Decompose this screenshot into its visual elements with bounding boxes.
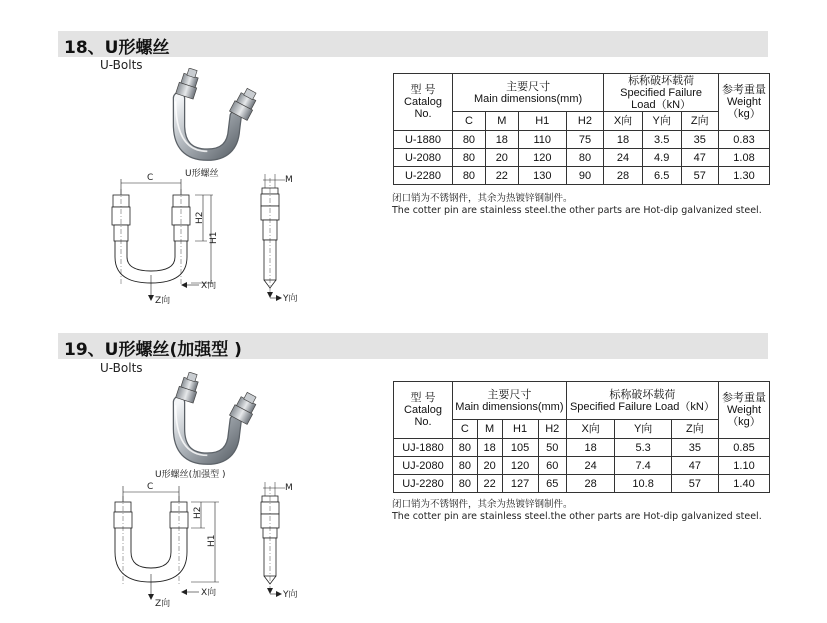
table-cell: 0.85 bbox=[719, 439, 770, 457]
table-cell: 1.10 bbox=[719, 457, 770, 475]
header-line: 标称破坏载荷 bbox=[609, 388, 676, 401]
material-note bbox=[392, 499, 762, 523]
table-cell: 80 bbox=[453, 475, 478, 493]
table-cell: 22 bbox=[485, 167, 518, 185]
table-cell: 110 bbox=[518, 131, 566, 149]
header-line: 参考重量 bbox=[722, 392, 766, 404]
table-row bbox=[394, 149, 770, 167]
col-h1: H1 bbox=[502, 420, 538, 439]
table-cell: 127 bbox=[502, 475, 538, 493]
col-y: Y向 bbox=[615, 420, 671, 439]
table-cell: 7.4 bbox=[615, 457, 671, 475]
header-line: 参考重量 bbox=[722, 84, 766, 96]
table-cell: 18 bbox=[566, 439, 615, 457]
drawing-caption: U形螺丝 bbox=[185, 169, 219, 179]
catalog-header bbox=[394, 382, 453, 439]
table-row bbox=[394, 439, 770, 457]
z-direction-label: Z向 bbox=[155, 599, 171, 609]
table-cell: U-1880 bbox=[394, 131, 453, 149]
table-cell: 57 bbox=[681, 167, 719, 185]
table-cell: 20 bbox=[485, 149, 518, 167]
dim-h2-label: H2 bbox=[195, 211, 205, 224]
col-m: M bbox=[485, 112, 518, 131]
table-cell: 75 bbox=[566, 131, 603, 149]
header-line: 标称破坏载荷 bbox=[628, 74, 695, 87]
note-cn: 闭口销为不锈钢件，其余为热镀锌钢制件。 bbox=[392, 499, 573, 510]
col-y: Y向 bbox=[642, 112, 681, 131]
spec-table bbox=[393, 73, 770, 185]
material-note bbox=[392, 193, 762, 217]
table-row bbox=[394, 131, 770, 149]
table-cell: 28 bbox=[566, 475, 615, 493]
table-cell: 10.8 bbox=[615, 475, 671, 493]
table-cell: 50 bbox=[538, 439, 566, 457]
header-line: No. bbox=[414, 416, 432, 428]
col-z: Z向 bbox=[681, 112, 719, 131]
table-cell: 80 bbox=[453, 131, 486, 149]
table-cell: UJ-1880 bbox=[394, 439, 453, 457]
header-line: 主要尺寸 bbox=[506, 80, 551, 93]
spec-table bbox=[393, 381, 770, 493]
table-cell: 0.83 bbox=[719, 131, 770, 149]
table-cell: UJ-2080 bbox=[394, 457, 453, 475]
table-cell: 1.30 bbox=[719, 167, 770, 185]
table-cell: 6.5 bbox=[642, 167, 681, 185]
col-x: X向 bbox=[566, 420, 615, 439]
section-title: 19、U形螺丝(加强型 ) bbox=[64, 340, 242, 360]
dim-h2-label: H2 bbox=[193, 506, 203, 519]
table-cell: 1.40 bbox=[719, 475, 770, 493]
col-z: Z向 bbox=[671, 420, 718, 439]
u-bolt-side-drawing bbox=[245, 170, 320, 310]
table-cell: 5.3 bbox=[615, 439, 671, 457]
header-line: Weight bbox=[726, 404, 762, 416]
col-h2: H2 bbox=[566, 112, 603, 131]
table-cell: 22 bbox=[477, 475, 502, 493]
dimensions-header bbox=[453, 382, 567, 420]
table-cell: U-2280 bbox=[394, 167, 453, 185]
dim-h1-label: H1 bbox=[209, 231, 219, 244]
table-cell: 18 bbox=[477, 439, 502, 457]
u-bolt-reinforced-photo bbox=[150, 372, 278, 472]
failure-load-header bbox=[566, 382, 718, 420]
dim-m-label: M bbox=[285, 483, 293, 493]
table-cell: 18 bbox=[485, 131, 518, 149]
u-bolt-front-drawing bbox=[95, 165, 225, 310]
col-c: C bbox=[453, 420, 478, 439]
table-cell: 18 bbox=[604, 131, 643, 149]
header-line: Main dimensions(mm) bbox=[473, 92, 583, 105]
table-cell: 80 bbox=[453, 457, 478, 475]
x-direction-label: X向 bbox=[201, 588, 217, 598]
col-h2: H2 bbox=[538, 420, 566, 439]
table-cell: 3.5 bbox=[642, 131, 681, 149]
header-line: 型 号 bbox=[410, 84, 436, 96]
header-line: No. bbox=[414, 108, 432, 120]
header-line: Catalog bbox=[404, 96, 442, 108]
y-direction-label: Y向 bbox=[283, 294, 298, 304]
header-line: Specified Failure bbox=[620, 86, 703, 99]
table-cell: 28 bbox=[604, 167, 643, 185]
header-line: （kg） bbox=[727, 108, 761, 120]
dim-c-label: C bbox=[147, 482, 154, 492]
table-cell: 24 bbox=[604, 149, 643, 167]
header-line: （kg） bbox=[727, 416, 761, 428]
table-cell: 80 bbox=[453, 149, 486, 167]
table-cell: 120 bbox=[518, 149, 566, 167]
u-bolt-reinforced-side-drawing bbox=[245, 478, 320, 618]
col-h1: H1 bbox=[518, 112, 566, 131]
failure-load-header bbox=[604, 74, 719, 112]
table-cell: 130 bbox=[518, 167, 566, 185]
table-cell: 120 bbox=[502, 457, 538, 475]
table-cell: 4.9 bbox=[642, 149, 681, 167]
table-cell: 80 bbox=[566, 149, 603, 167]
dim-c-label: C bbox=[147, 173, 154, 183]
section-header-bar bbox=[58, 333, 768, 359]
table-cell: 47 bbox=[671, 457, 718, 475]
section-subtitle: U-Bolts bbox=[100, 361, 143, 375]
table-cell: 35 bbox=[681, 131, 719, 149]
table-row bbox=[394, 457, 770, 475]
table-cell: UJ-2280 bbox=[394, 475, 453, 493]
section-header-bar bbox=[58, 31, 768, 57]
z-direction-label: Z向 bbox=[155, 296, 171, 306]
note-en: The cotter pin are stainless steel.the other parts are Hot-dip galvanized steel. bbox=[392, 205, 762, 216]
table-cell: 57 bbox=[671, 475, 718, 493]
table-cell: 35 bbox=[671, 439, 718, 457]
header-line: Specified Failure Load（kN） bbox=[569, 400, 715, 413]
table-row bbox=[394, 167, 770, 185]
dim-m-label: M bbox=[285, 175, 293, 185]
header-line: Catalog bbox=[404, 404, 442, 416]
table-cell: 105 bbox=[502, 439, 538, 457]
table-row bbox=[394, 475, 770, 493]
section-title: 18、U形螺丝 bbox=[64, 38, 170, 58]
table-cell: 1.08 bbox=[719, 149, 770, 167]
table-cell: 60 bbox=[538, 457, 566, 475]
col-m: M bbox=[477, 420, 502, 439]
header-line: 型 号 bbox=[410, 392, 436, 404]
header-line: Main dimensions(mm) bbox=[455, 400, 564, 413]
header-line: Load（kN） bbox=[631, 98, 692, 111]
weight-header bbox=[719, 74, 770, 131]
note-cn: 闭口销为不锈钢件，其余为热镀锌钢制件。 bbox=[392, 193, 573, 204]
u-bolt-photo bbox=[150, 68, 278, 168]
table-cell: U-2080 bbox=[394, 149, 453, 167]
table-cell: 47 bbox=[681, 149, 719, 167]
table-cell: 80 bbox=[453, 439, 478, 457]
x-direction-label: X向 bbox=[201, 281, 217, 291]
table-cell: 90 bbox=[566, 167, 603, 185]
section-subtitle: U-Bolts bbox=[100, 58, 143, 72]
header-line: Weight bbox=[726, 96, 762, 108]
weight-header bbox=[719, 382, 770, 439]
y-direction-label: Y向 bbox=[283, 590, 298, 600]
col-c: C bbox=[453, 112, 486, 131]
u-bolt-reinforced-front-drawing bbox=[95, 466, 245, 611]
drawing-caption: U形螺丝(加强型 ) bbox=[155, 470, 226, 480]
table-cell: 80 bbox=[453, 167, 486, 185]
table-cell: 20 bbox=[477, 457, 502, 475]
dim-h1-label: H1 bbox=[207, 534, 217, 547]
table-cell: 65 bbox=[538, 475, 566, 493]
table-cell: 24 bbox=[566, 457, 615, 475]
col-x: X向 bbox=[604, 112, 643, 131]
dimensions-header bbox=[453, 74, 604, 112]
catalog-header bbox=[394, 74, 453, 131]
header-line: 主要尺寸 bbox=[487, 388, 532, 401]
note-en: The cotter pin are stainless steel.the other parts are Hot-dip galvanized steel. bbox=[392, 511, 762, 522]
